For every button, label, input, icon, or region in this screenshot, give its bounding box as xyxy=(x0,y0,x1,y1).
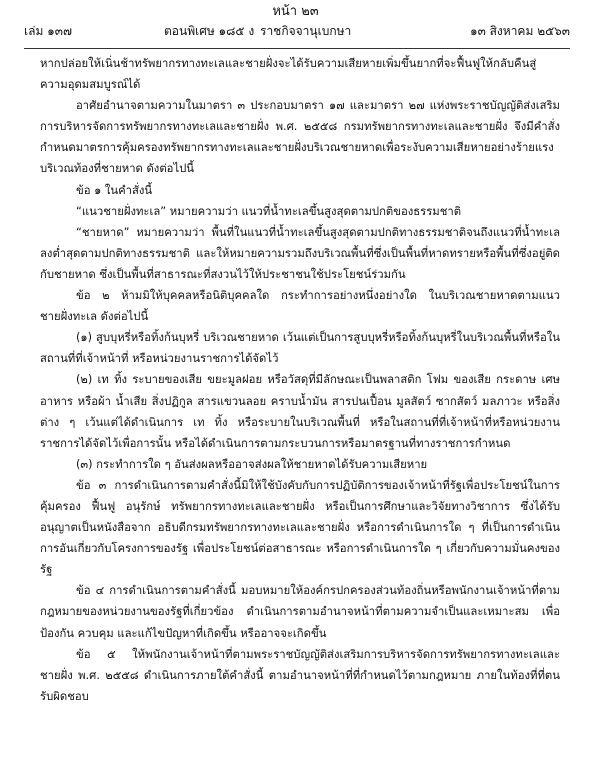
paragraph: หากปล่อยให้เนิ่นช้าทรัพยากรทางทะเลและชายฝั่งจะได้รับความเสียหายเพิ่มขึ้นยากที่จะฟื้นฟูให้กลับคืนสู่ความอุดมสมบูรณ์ได้ xyxy=(40,57,537,92)
paragraph: (๒) เท ทิ้ง ระบายของเสีย ขยะมูลฝอย หรือวัสดุที่มีลักษณะเป็นพลาสติก โฟม ของเสีย กระดาษ เศษอาหาร หรือผ้า น้ำเสีย สิ่งปฏิกูล สารแขวนลอย คราบน้ำมัน สารปนเปื้อน มูลสัตว์ ซากสัตว์ มลภาวะ หรือสิ่งต่าง ๆ เว้นแต่ได้ดำเนินการ เท ทิ้ง หรือระบายในบริเวณพื้นที่ หรือในสถานที่ที่เจ้าหน้าที่หรือหน่วยงานราชการได้จัดไว้เพื่อการนั้น หรือได้ดำเนินการตามกระบวนการหรือมาตรฐานที่ทางราชการกำหนด xyxy=(40,373,560,450)
paragraph: “ชายหาด” หมายความว่า พื้นที่ในแนวที่น้ำทะเลขึ้นสูงสุดตามปกติทางธรรมชาติจนถึงแนวที่น้ำทะเลลงต่ำสุดตามปกติทางธรรมชาติ และให้หมายความรวมถึงบริเวณพื้นที่ซึ่งเป็นพื้นที่หาดทรายหรือพื้นที่ซึ่งอยู่ติดกับชายหาด ซึ่งเป็นพื้นที่สาธารณะที่สงวนไว้ให้ประชาชนใช้ประโยชน์ร่วมกัน xyxy=(40,225,560,281)
document-body xyxy=(40,53,560,707)
paragraph: ข้อ ๓ การดำเนินการตามคำสั่งนี้มิให้ใช้บังคับกับการปฏิบัติการของเจ้าหน้าที่รัฐเพื่อประโยชน์ในการคุ้มครอง ฟื้นฟู อนุรักษ์ ทรัพยากรทางทะเลและชายฝั่ง หรือเป็นการศึกษาและวิจัยทางวิชาการ ซึ่งได้รับอนุญาตเป็นหนังสือจาก อธิบดีกรมทรัพยากรทางทะเลและชายฝั่ง หรือการดำเนินการใด ๆ ที่เป็นการดำเนินการอันเกี่ยวกับโครงการของรัฐ เพื่อประโยชน์ต่อสาธารณะ หรือการดำเนินการใด ๆ เกี่ยวกับความมั่นคงของรัฐ xyxy=(40,478,560,577)
volume-number: เล่ม ๑๓๗ xyxy=(24,24,73,38)
paragraph: อาศัยอำนาจตามความในมาตรา ๓ ประกอบมาตรา ๑๗ และมาตรา ๒๗ แห่งพระราชบัญญัติส่งเสริมการบริหารจัดการทรัพยากรทางทะเลและชายฝั่ง พ.ศ. ๒๕๕๘ กรมทรัพยากรทางทะเลและชายฝั่ง จึงมีคำสั่งกำหนดมาตรการคุ้มครองทรัพยากรทางทะเลและชายฝั่งบริเวณชายหาดเพื่อระงับความเสียหายอย่างร้ายแรงบริเวณท้องที่ชายหาด ดังต่อไปนี้ xyxy=(40,99,560,176)
paragraph: “แนวชายฝั่งทะเล” หมายความว่า แนวที่น้ำทะเลขึ้นสูงสุดตามปกติของธรรมชาติ xyxy=(76,204,462,218)
paragraph: ข้อ ๕ ให้พนักงานเจ้าหน้าที่ตามพระราชบัญญัติส่งเสริมการบริหารจัดการทรัพยากรทางทะเลและชายฝั่ง พ.ศ. ๒๕๕๘ ดำเนินการภายใต้คำสั่งนี้ ตามอำนาจหน้าที่ที่กำหนดไว้ตามกฎหมาย ภายในท้องที่ที่ตนรับผิดชอบ xyxy=(40,647,560,703)
publication-date: ๑๓ สิงหาคม ๒๕๖๓ xyxy=(469,24,570,38)
header-divider xyxy=(24,48,570,49)
paragraph: ข้อ ๑ ในคำสั่งนี้ xyxy=(76,183,153,197)
issue-number: ตอนพิเศษ ๑๘๕ ง xyxy=(164,24,255,38)
paragraph: (๑) สูบบุหรี่หรือทิ้งก้นบุหรี่ บริเวณชายหาด เว้นแต่เป็นการสูบบุหรี่หรือทิ้งก้นบุหรี่ในบริเวณพื้นที่หรือในสถานที่ที่เจ้าหน้าที่ หรือหน่วยงานราชการได้จัดไว้ xyxy=(40,331,560,366)
paragraph: ข้อ ๔ การดำเนินการตามคำสั่งนี้ มอบหมายให้องค์กรปกครองส่วนท้องถิ่นหรือพนักงานเจ้าหน้าที่ตามกฎหมายของหน่วยงานของรัฐที่เกี่ยวข้อง ดำเนินการตามอำนาจหน้าที่ตามความจำเป็นและเหมาะสม เพื่อป้องกัน ควบคุม และแก้ไขปัญหาที่เกิดขึ้น หรืออาจจะเกิดขึ้น xyxy=(40,584,560,640)
paragraph: ข้อ ๒ ห้ามมิให้บุคคลหรือนิติบุคคลใด กระทำการอย่างหนึ่งอย่างใด ในบริเวณชายหาดตามแนวชายฝั่งทะเล ดังต่อไปนี้ xyxy=(40,289,560,324)
gazette-header xyxy=(24,22,570,40)
gazette-title: ราชกิจจานุเบกษา xyxy=(260,24,352,38)
paragraph: (๓) กระทำการใด ๆ อันส่งผลหรืออาจส่งผลให้ชายหาดได้รับความเสียหาย xyxy=(76,457,428,471)
page-number: หน้า ๒๓ xyxy=(272,4,319,19)
